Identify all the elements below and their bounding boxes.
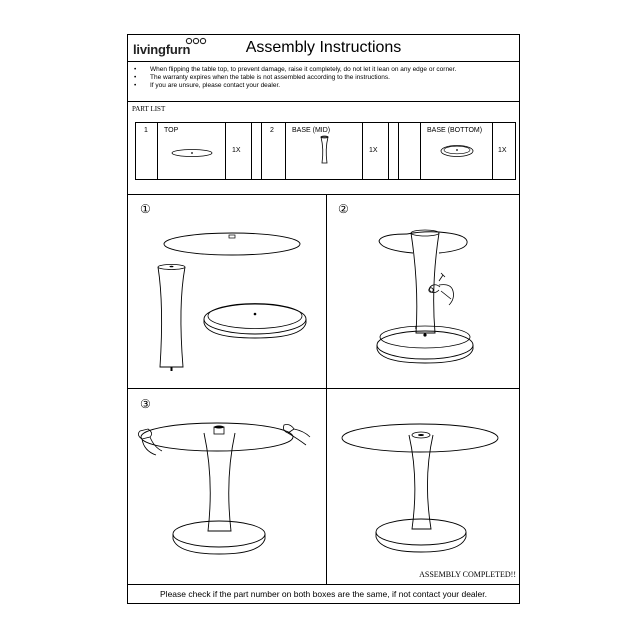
part-name-cell <box>421 123 493 179</box>
spacer-cell <box>252 123 262 179</box>
part-list-label: PART LIST <box>132 105 166 113</box>
spacer-cell <box>389 123 399 179</box>
part-qty-cell <box>226 123 252 179</box>
base-mid-part-icon <box>286 123 363 181</box>
warning-notes <box>128 62 519 102</box>
assembly-steps <box>128 194 519 585</box>
step-number: ① <box>140 202 151 216</box>
part-number-cell <box>399 123 421 179</box>
part-name-cell <box>158 123 226 179</box>
part-qty: 1X <box>369 147 378 154</box>
step-1-illustration <box>128 195 326 388</box>
part-number: 1 <box>144 127 148 134</box>
note-item: • The warranty expires when the table is not assembled according to the instructions. <box>128 74 519 82</box>
step-number: ③ <box>140 397 151 411</box>
part-name: BASE (MID) <box>292 127 331 134</box>
step-2-illustration <box>327 195 521 388</box>
note-item: • If you are unsure, please contact your dealer. <box>128 82 519 90</box>
part-number: 2 <box>270 127 274 134</box>
step-number: ② <box>338 202 349 216</box>
instruction-sheet <box>127 34 520 604</box>
part-qty-cell <box>363 123 389 179</box>
part-name-cell <box>286 123 363 179</box>
completed-table-illustration <box>327 389 521 587</box>
header <box>128 35 519 62</box>
assembly-completed-label: ASSEMBLY COMPLETED!! <box>419 570 516 579</box>
table-top-part-icon <box>158 123 226 181</box>
page-title: Assembly Instructions <box>245 39 402 56</box>
part-qty: 1X <box>232 147 241 154</box>
part-number-cell <box>262 123 286 179</box>
footer-note: Please check if the part number on both boxes are the same, if not contact your dealer. <box>160 589 487 599</box>
part-qty-cell <box>493 123 517 179</box>
part-qty: 1X <box>498 147 507 154</box>
part-name: BASE (BOTTOM) <box>427 127 483 134</box>
base-bottom-part-icon <box>421 123 493 181</box>
part-name: TOP <box>164 127 179 134</box>
brand-logo: livingfurn <box>133 42 191 57</box>
part-list-table <box>135 122 516 180</box>
note-item: • When flipping the table top, to prevent damage, raise it completely, do not let it lean on any edge or corner. <box>128 66 519 74</box>
part-number-cell <box>136 123 158 179</box>
step-3-illustration <box>128 389 326 587</box>
